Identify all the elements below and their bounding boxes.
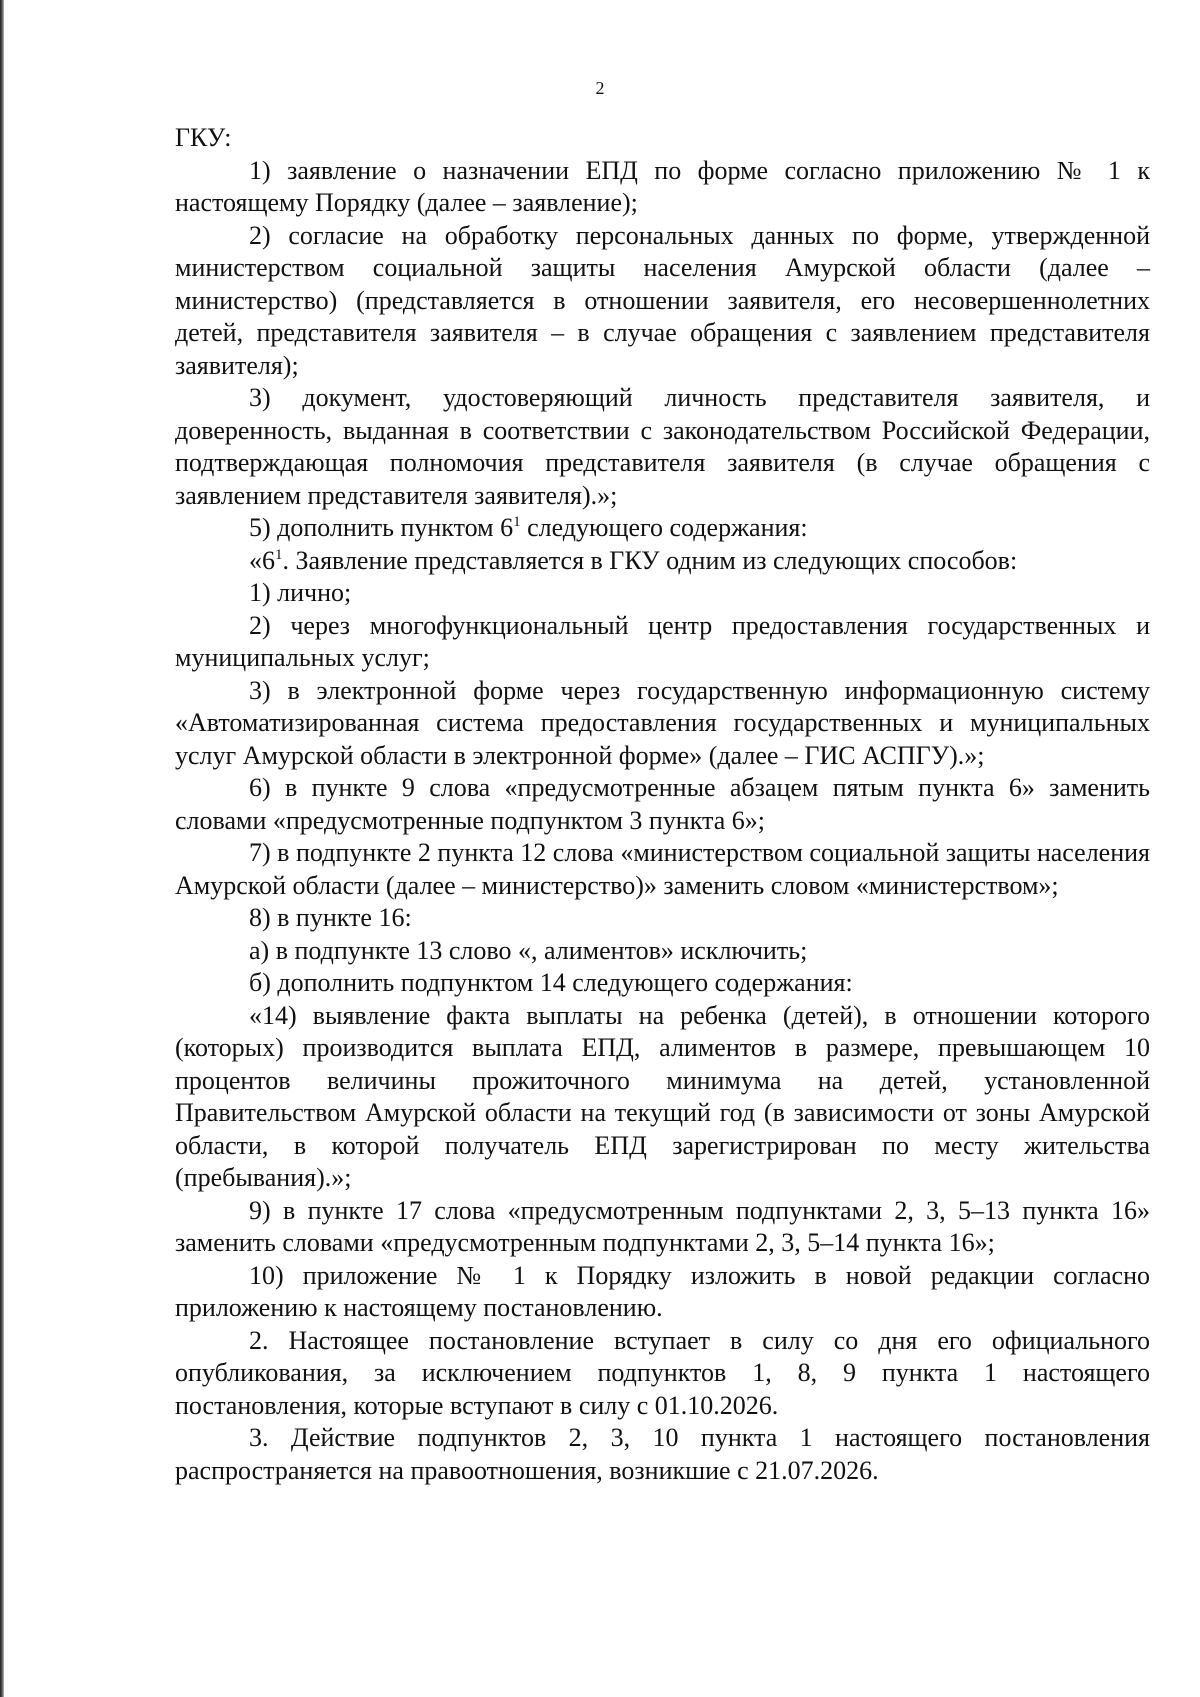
paragraph: 3) в электронной форме через государственную информационную систему «Автоматизированная система предоставления государственных и муниципальных услуг Амурской области в электронной форме» (далее – ГИС АСПГУ).»; <box>175 675 1150 770</box>
paragraph: 3) документ, удостоверяющий личность представителя заявителя, и доверенность, выданная в соответствии с законодательством Российской Федерации, подтверждающая полномочия представителя заявителя (в случае обращения с заявлением представителя заявителя).»; <box>175 383 1150 510</box>
paragraph: 9) в пункте 17 слова «предусмотренным подпунктами 2, 3, 5–13 пункта 16» заменить словами «предусмотренным подпунктами 2, 3, 5–14 пункта 16»; <box>175 1195 1150 1257</box>
paragraph: «$6^1$. Заявление представляется в ГКУ одним из следующих способов: <box>249 545 1018 575</box>
paragraph: 3. Действие подпунктов 2, 3, 10 пункта 1 настоящего постановления распространяется на правоотношения, возникшие с 21.07.2026. <box>175 1423 1150 1485</box>
paragraph: 1) лично; <box>249 578 352 607</box>
paragraph: ГКУ: <box>175 123 232 152</box>
paragraph: а) в подпункте 13 слово «, алиментов» исключить; <box>249 935 808 965</box>
document-body <box>175 122 1150 1487</box>
paragraph: 2) согласие на обработку персональных данных по форме, утвержденной министерством социальной защиты населения Амурской области (далее – министерство) (представляется в отношении заявителя, его несовершеннолетних детей, представителя заявителя – в случае обращения с заявлением представителя заявителя); <box>175 220 1150 380</box>
paragraph: 5) дополнить пунктом $6^1$ следующего содержания: <box>249 513 808 542</box>
scan-edge <box>0 0 4 1697</box>
paragraph: 6) в пункте 9 слова «предусмотренные абзацем пятым пункта 6» заменить словами «предусмотренные подпунктом 3 пункта 6»; <box>175 773 1150 835</box>
page-number: 2 <box>595 78 605 98</box>
paragraph: 1) заявление о назначении ЕПД по форме согласно приложению № 1 к настоящему Порядку (далее – заявление); <box>175 155 1150 217</box>
paragraph: 8) в пункте 16: <box>249 903 412 932</box>
paragraph: 2) через многофункциональный центр предоставления государственных и муниципальных услуг; <box>175 610 1150 672</box>
paragraph: 10) приложение № 1 к Порядку изложить в новой редакции согласно приложению к настоящему постановлению. <box>175 1260 1150 1322</box>
paragraph: б) дополнить подпунктом 14 следующего содержания: <box>249 968 853 997</box>
paragraph: «14) выявление факта выплаты на ребенка (детей), в отношении которого (которых) производится выплата ЕПД, алиментов в размере, превышающем 10 процентов величины прожиточного минимума на детей, установленной Правительством Амурской области на текущий год (в зависимости от зоны Амурской области, в которой получатель ЕПД зарегистрирован по месту жительства (пребывания).»; <box>175 1000 1150 1192</box>
paragraph: 7) в подпункте 2 пункта 12 слова «министерством социальной защиты населения Амурской области (далее – министерство)» заменить словом «министерством»; <box>175 838 1150 900</box>
paragraph: 2. Настоящее постановление вступает в силу со дня его официального опубликования, за исключением подпунктов 1, 8, 9 пункта 1 настоящего постановления, которые вступают в силу с 01.10.2026. <box>175 1325 1150 1420</box>
